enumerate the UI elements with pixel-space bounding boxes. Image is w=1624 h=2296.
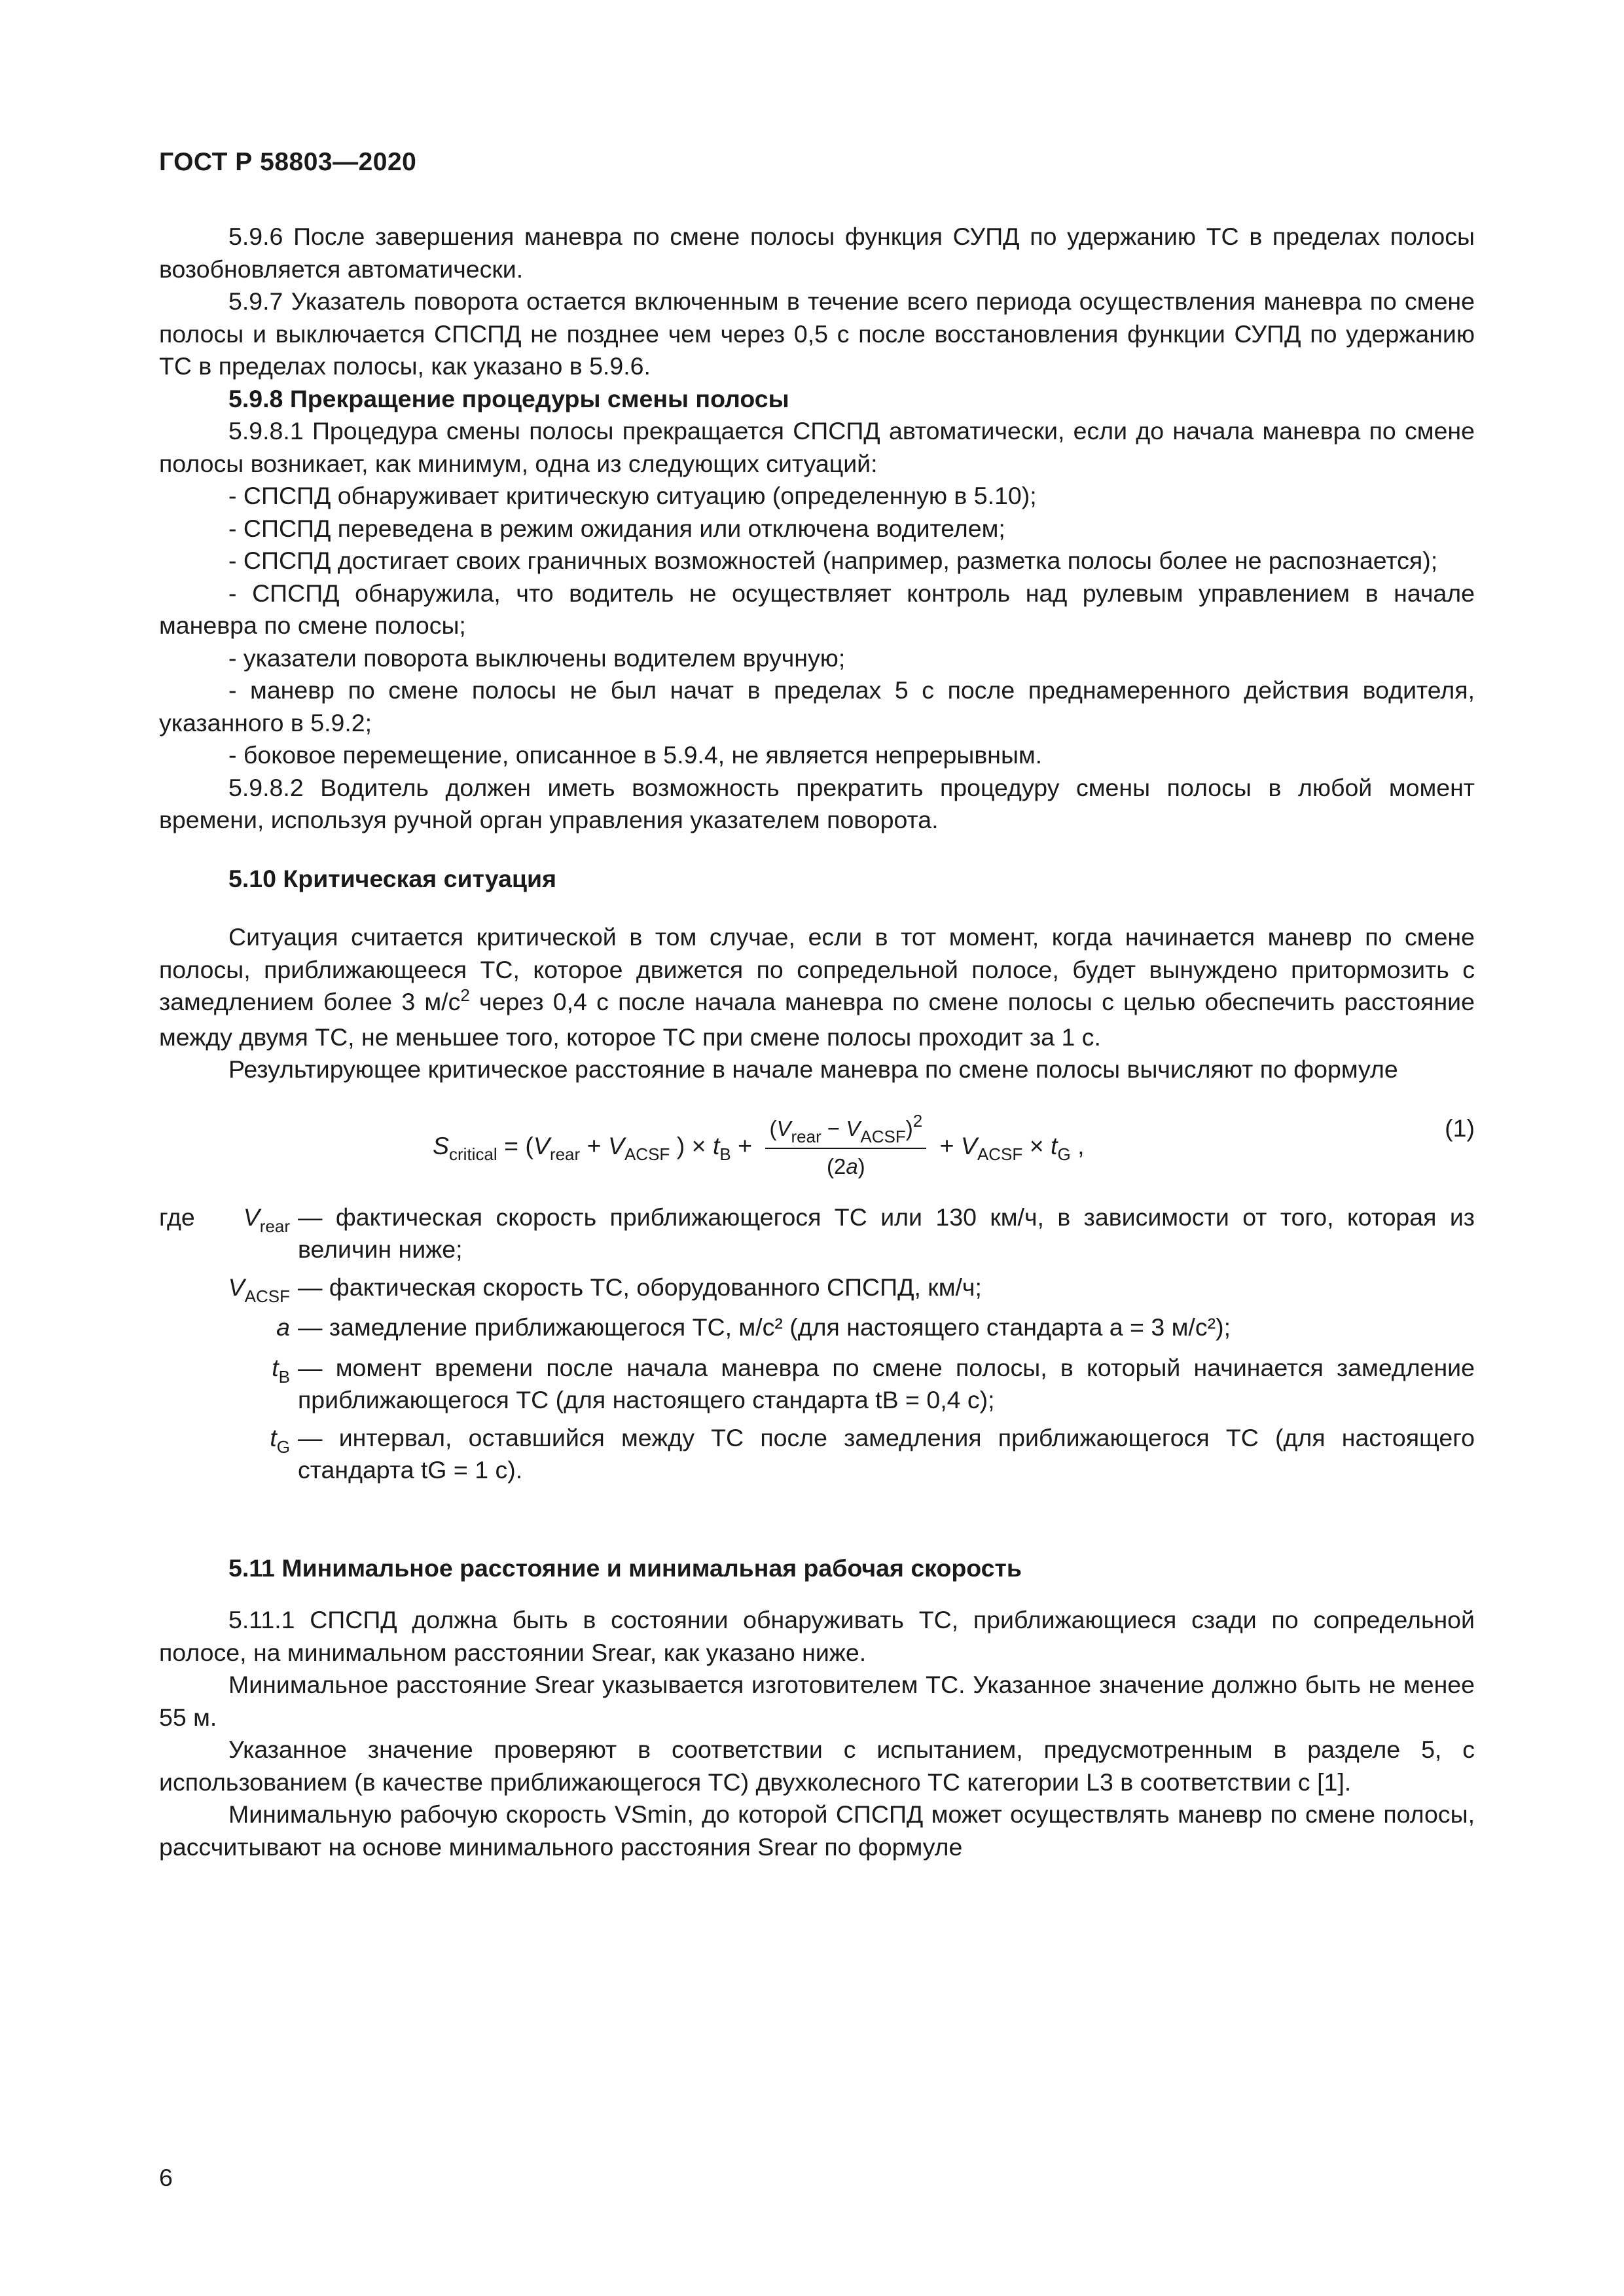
definition-row: $V_{ACSF}$ — фактическая скорость ТС, оборудованного СПСПД, км/ч; bbox=[228, 1273, 982, 1306]
formula-definitions bbox=[159, 1201, 1475, 1487]
definition-row: где $V_{rear}$ — фактическая скорость приближающегося ТС или 130 км/ч, в зависимости от того, которая из величин ниже; bbox=[159, 1203, 1475, 1263]
formula-fraction: $\frac{(V_{rear} - V_{ACSF})^2}{(2a)}$ bbox=[765, 1112, 926, 1183]
definition-row: a — замедление приближающегося ТС, м/с² (для настоящего стандарта a = 3 м/с²); bbox=[276, 1313, 1231, 1341]
list-item: - СПСПД обнаружила, что водитель не осуществляет контроль над рулевым управлением в начале маневра по смене полосы; bbox=[159, 579, 1475, 639]
standard-header: ГОСТ Р 58803—2020 bbox=[159, 148, 417, 176]
heading-5-9-8: 5.9.8 Прекращение процедуры смены полосы bbox=[228, 384, 789, 412]
definition-row: $t_B$ — момент времени после начала маневра по смене полосы, в который начинается замедление приближающегося ТС (для настоящего стандарта tB = 0,4 с); bbox=[272, 1353, 1475, 1413]
formula-expression: $S_{critical} = (V_{rear} + V_{ACSF}$ ) × $t_B$ + $\frac{(V_{rear} - V_{ACSF})^2}{(2a)}$ + $V_{ACSF} \times t_G$ , bbox=[433, 1112, 1085, 1183]
paragraph-5-11-4: Минимальную рабочую скорость VSmin, до которой СПСПД может осуществлять маневр по смене полосы, рассчитывают на основе минимального расстояния Srear по формуле bbox=[159, 1800, 1475, 1861]
list-item: - маневр по смене полосы не был начат в пределах 5 с после преднамеренного действия водителя, указанного в 5.9.2; bbox=[159, 676, 1475, 737]
paragraph-5-9-7: 5.9.7 Указатель поворота остается включенным в течение всего периода осуществления маневра по смене полосы и выключается СПСПД не позднее чем через 0,5 с после восстановления функции СУПД по удержанию ТС в пределах полосы, как указано в 5.9.6. bbox=[159, 287, 1475, 380]
paragraph-5-11-1: 5.11.1 СПСПД должна быть в состоянии обнаруживать ТС, приближающиеся сзади по сопредельной полосе, на минимальном расстоянии Srear, как указано ниже. bbox=[159, 1606, 1475, 1666]
body-text bbox=[159, 221, 1475, 1863]
formula-1 bbox=[159, 1098, 1475, 1196]
heading-5-11: 5.11 Минимальное расстояние и минимальная рабочая скорость bbox=[228, 1554, 1022, 1582]
definition-row: $t_G$ — интервал, оставшийся между ТС после замедления приближающегося ТС (для настоящего стандарта tG = 1 с). bbox=[270, 1423, 1475, 1484]
paragraph-5-10-a: Ситуация считается критической в том случае, если в тот момент, когда начинается маневр по смене полосы, приближающееся ТС, которое движется по сопредельной полосе, будет вынуждено притормозить с замедлением более 3 $м/с^2$ через 0,4 с после начала маневра по смене полосы с целью обеспечить расстояние между двумя ТС, не меньшее того, которое ТС при смене полосы проходит за 1 с. bbox=[159, 923, 1475, 1051]
page-number: 6 bbox=[159, 2164, 173, 2191]
paragraph-5-11-3: Указанное значение проверяют в соответствии с испытанием, предусмотренным в разделе 5, с использованием (в качестве приближающегося ТС) двухколесного ТС категории L3 в соответствии с [1]. bbox=[159, 1736, 1475, 1796]
list-item: - СПСПД переведена в режим ожидания или отключена водителем; bbox=[228, 514, 1005, 542]
paragraph-5-10-b: Результирующее критическое расстояние в начале маневра по смене полосы вычисляют по формуле bbox=[228, 1055, 1398, 1083]
list-item: - СПСПД обнаруживает критическую ситуацию (определенную в 5.10); bbox=[228, 482, 1037, 509]
heading-5-10: 5.10 Критическая ситуация bbox=[228, 864, 556, 892]
list-item: - боковое перемещение, описанное в 5.9.4, не является непрерывным. bbox=[228, 741, 1043, 769]
list-item: - СПСПД достигает своих граничных возможностей (например, разметка полосы более не распознается); bbox=[228, 547, 1438, 574]
paragraph-5-9-8-1: 5.9.8.1 Процедура смены полосы прекращается СПСПД автоматически, если до начала маневра по смене полосы возникает, как минимум, одна из следующих ситуаций: bbox=[159, 417, 1475, 477]
list-item: - указатели поворота выключены водителем вручную; bbox=[228, 644, 846, 672]
paragraph-5-11-2: Минимальное расстояние Srear указывается изготовителем ТС. Указанное значение должно быть не менее 55 м. bbox=[159, 1671, 1475, 1731]
paragraph-5-9-8-2: 5.9.8.2 Водитель должен иметь возможность прекратить процедуру смены полосы в любой момент времени, используя ручной орган управления указателем поворота. bbox=[159, 773, 1475, 833]
formula-number: (1) bbox=[1445, 1114, 1475, 1142]
paragraph-5-9-6: 5.9.6 После завершения маневра по смене полосы функция СУПД по удержанию ТС в пределах полосы возобновляется автоматически. bbox=[159, 223, 1475, 283]
